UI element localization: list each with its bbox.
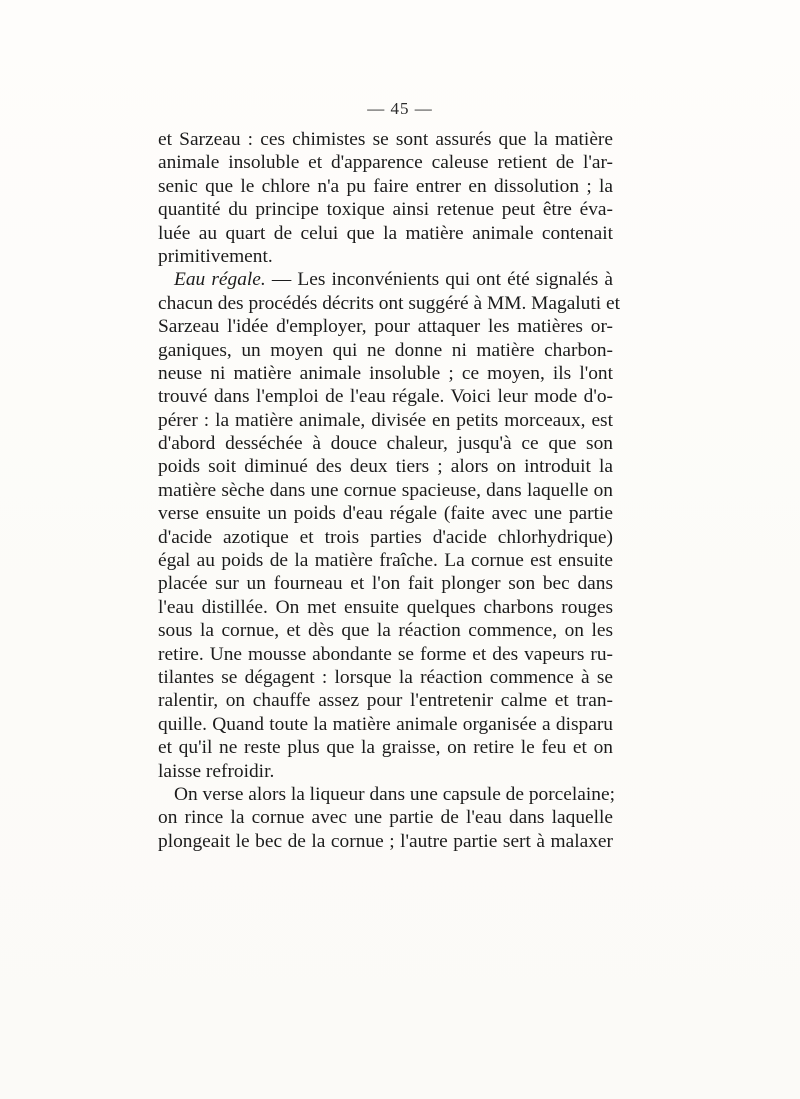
text-line: plongeait le bec de la cornue ; l'autre partie sert à malaxer bbox=[158, 830, 613, 852]
text-line: et Sarzeau : ces chimistes se sont assurés que la matière bbox=[158, 129, 613, 150]
text-line: luée au quart de celui que la matière animale contenait bbox=[158, 222, 613, 244]
text-line: placée sur un fourneau et l'on fait plonger son bec dans bbox=[158, 573, 613, 595]
text-line: senic que le chlore n'a pu faire entrer en dissolution ; la bbox=[158, 175, 613, 197]
text-line: animale insoluble et d'apparence caleuse retient de l'ar- bbox=[158, 152, 613, 174]
text-line: Sarzeau l'idée d'employer, pour attaquer les matières or- bbox=[158, 316, 613, 338]
text-line: laisse refroidir. bbox=[158, 760, 275, 782]
text-line: sous la cornue, et dès que la réaction commence, on les bbox=[158, 620, 613, 642]
text-line: tilantes se dégagent : lorsque la réaction commence à se bbox=[158, 666, 613, 688]
text-line: égal au poids de la matière fraîche. La cornue est ensuite bbox=[158, 550, 613, 572]
text-line: primitivement. bbox=[158, 245, 273, 267]
text-line: ganiques, un moyen qui ne donne ni matière charbon- bbox=[158, 339, 613, 361]
text-line: et qu'il ne reste plus que la graisse, on retire le feu et on bbox=[158, 737, 613, 759]
text-line: verse ensuite un poids d'eau régale (faite avec une partie bbox=[158, 503, 613, 525]
text-line: l'eau distillée. On met ensuite quelques charbons rouges bbox=[158, 596, 613, 618]
heading-line-rest: — Les inconvénients qui ont été signalés à bbox=[265, 269, 614, 291]
text-line bbox=[158, 268, 613, 291]
text-line: trouvé dans l'emploi de l'eau régale. Voici leur mode d'o- bbox=[158, 386, 613, 408]
text-line: ralentir, on chauffe assez pour l'entretenir calme et tran- bbox=[158, 690, 613, 712]
text-line: retire. Une mousse abondante se forme et des vapeurs ru- bbox=[158, 643, 613, 665]
body-text bbox=[158, 128, 620, 853]
text-line: pérer : la matière animale, divisée en petits morceaux, est bbox=[158, 409, 613, 431]
text-line: matière sèche dans une cornue spacieuse, dans laquelle on bbox=[158, 479, 613, 501]
page-number: — 45 — bbox=[367, 99, 433, 118]
text-line: quantité du principe toxique ainsi retenue peut être éva- bbox=[158, 199, 613, 221]
paragraph-2 bbox=[158, 268, 620, 783]
text-line: d'acide azotique et trois parties d'acide chlorhydrique) bbox=[158, 526, 613, 548]
paragraph-1 bbox=[158, 128, 613, 268]
paragraph-3 bbox=[158, 783, 613, 853]
text-line: neuse ni matière animale insoluble ; ce moyen, ils l'ont bbox=[158, 362, 613, 384]
text-line: d'abord desséchée à douce chaleur, jusqu'à ce que son bbox=[158, 433, 613, 455]
text-line: quille. Quand toute la matière animale organisée a disparu bbox=[158, 713, 613, 735]
text-line: chacun des procédés décrits ont suggéré à MM. Magaluti et bbox=[158, 292, 620, 314]
text-line: poids soit diminué des deux tiers ; alors on introduit la bbox=[158, 456, 613, 478]
text-line: on rince la cornue avec une partie de l'eau dans laquelle bbox=[158, 807, 613, 829]
section-heading: Eau régale. bbox=[174, 269, 266, 291]
text-line: On verse alors la liqueur dans une capsule de porcelaine; bbox=[174, 783, 615, 805]
